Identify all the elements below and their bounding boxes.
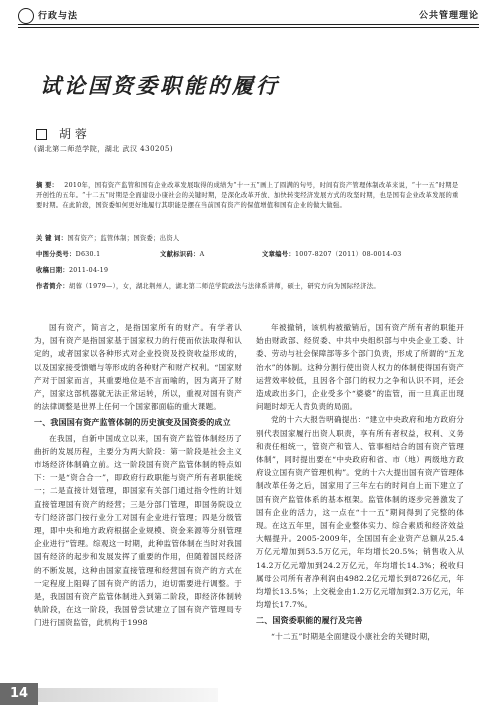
section-heading: 一、我国国有资产监管体制的历史演变及国资委的成立 bbox=[34, 418, 231, 428]
body-column-left bbox=[34, 321, 242, 630]
keywords-line: 关 键 词：国有资产；监管体制；国资委；出资人 bbox=[36, 235, 180, 242]
page-number: 14 bbox=[0, 683, 38, 705]
header-rule bbox=[18, 24, 479, 25]
header-rule-thin bbox=[18, 27, 479, 28]
classification-line: 中图分类号：D630.1 bbox=[36, 251, 101, 258]
body-paragraph: 在我国，自新中国成立以来，国有资产监管体制经历了曲折的发展历程，主要分为两大阶段：第一阶段是社会主义市场经济体制确立前。这一阶段国有资产监管体制的特点如下：一是“资合合一”，即政府行政职能与资产所有者职能统一；二是直接计划管理，即国家有关部门通过指令性的计划直接管理国有资产的经营；三是分部门管理，即国务院设立专门经济部门按行业分工对国有企业进行管理；四是分级管理，即中央和地方政府根据企业规模、资金来源等分别管理企业进行”管理。综观这一时期，此种监管体制在当时对我国国有经济的起步和发展发挥了重要的作用，但随着国民经济的不断发展，这种由国家直接管理和经营国有资产的方式在一定程度上阻碍了国有资产的活力，迫切需要进行调整。于是，我国国有资产监管体制进入到第二阶段，即经济体制转轨阶段，在这一阶段，我国曾尝试建立了国有资产管理局专门进行国资监管，此机构于1998 bbox=[34, 433, 242, 628]
author-bio-line: 作者简介：胡蓉（1979—），女，湖北荆州人，湖北第二师范学院政法与法律系讲师，硕士，研究方向为国际经济法。 bbox=[36, 283, 380, 290]
abstract bbox=[36, 181, 461, 211]
abstract-label: 摘 要： bbox=[36, 182, 59, 189]
body-paragraph: 年被撤销，该机构被撤销后，国有资产所有者的职能开始由财政部、经贸委、中共中央组织部与中央企业工委、计委、劳动与社会保障部等多个部门负责，形成了所谓的“五龙治水”的体制。这种分割行使出资人权力的体制使得国有资产运营效率较低，且因各个部门的权力之争和认识不同，还会造成政出多门，企业受多个“婆婆”的监管，而一旦真正出现问题时却无人肯负责的局面。 bbox=[256, 323, 464, 412]
running-header bbox=[0, 0, 497, 36]
article-number-line: 文章编号：1007-8207（2011）08-0014-03 bbox=[262, 251, 402, 258]
body-column-right bbox=[256, 321, 464, 643]
journal-section-right: 公共管理理论 bbox=[418, 11, 479, 21]
author-box-icon bbox=[36, 129, 47, 140]
author-name: 胡 蓉 bbox=[59, 127, 87, 141]
journal-name-left: 行政与法 bbox=[18, 8, 78, 24]
body-paragraph: 党的十六大报告明确提出：“建立中央政府和地方政府分别代表国家履行出资人职责，享有所有者权益，权利、义务和责任相统一，管资产和管人、管事相结合的国有资产管理体制”，同时提出要在“中央政府和省、市（地）两级地方政府设立国有资产管理机构”。党的十六大提出国有资产管理体制改革任务之后，国家用了三年左右的时间自上而下建立了国有资产监管体系的基本框架。监管体制的逐步完善激发了国有企业的活力，这一点在“十一五”期间得到了完整的体现。在这五年里，国有企业整体实力、综合素质和经济效益大幅提升。2005-2009年，全国国有企业资产总额从25.4万亿元增加到53.5万亿元，年均增长20.5%；销售收入从14.2万亿元增加到24.2万亿元，年均增长14.3%；税收归属母公司所有者净利润由4982.2亿元增长到8726亿元，年均增长13.5%；上交税金由1.2万亿元增加到2.3万亿元，年均增长17.7%。 bbox=[256, 415, 464, 610]
affiliation: (湖北第二师范学院，湖北 武汉 430205) bbox=[34, 145, 174, 153]
article-title: 试论国资委职能的履行 bbox=[40, 73, 280, 98]
received-line: 收稿日期：2011-04-19 bbox=[36, 267, 109, 274]
body-paragraph: 国有资产，简言之，是指国家所有的财产。有学者认为，国有资产是指国家基于国家权力的行使而依法取得和认定的，或者国家以各种形式对企业投资及投资收益形成的，以及国家接受馈赠与等形成的各种财产和财产权利。“国家财产对于国家而言，其重要地位是不言而喻的，因为离开了财产，国家这部机器就无法正常运转，所以，重视对国有资产的法律调整是世界上任何一个国家都面临的重大课题。 bbox=[34, 323, 242, 412]
journal-logo-icon bbox=[18, 8, 34, 24]
section-heading: 二、国资委职能的履行及完善 bbox=[256, 616, 363, 626]
body-paragraph: “十二五”时期是全面建设小康社会的关键时期， bbox=[271, 631, 436, 641]
doc-code-line: 文献标识码：A bbox=[160, 251, 205, 258]
abstract-text: 2010年，国有资产监管和国有企业改革发展取得的成绩为“十一五”画上了圆满的句号，时间有资产管理体制改革来说，“十一五”时期是开创性的五年。“十二五”时期是全面建设小康社会的关键时期，是深化改革开放、加快转变经济发展方式的攻坚时期，也是国有企业改革发展的重要时期。在此阶段，国资委如何更好地履行其职能是摆在当前国有资产的保值增值和国有企业的做大做强。 bbox=[36, 182, 459, 209]
author-line bbox=[36, 125, 87, 142]
page-number-shade bbox=[38, 688, 218, 702]
